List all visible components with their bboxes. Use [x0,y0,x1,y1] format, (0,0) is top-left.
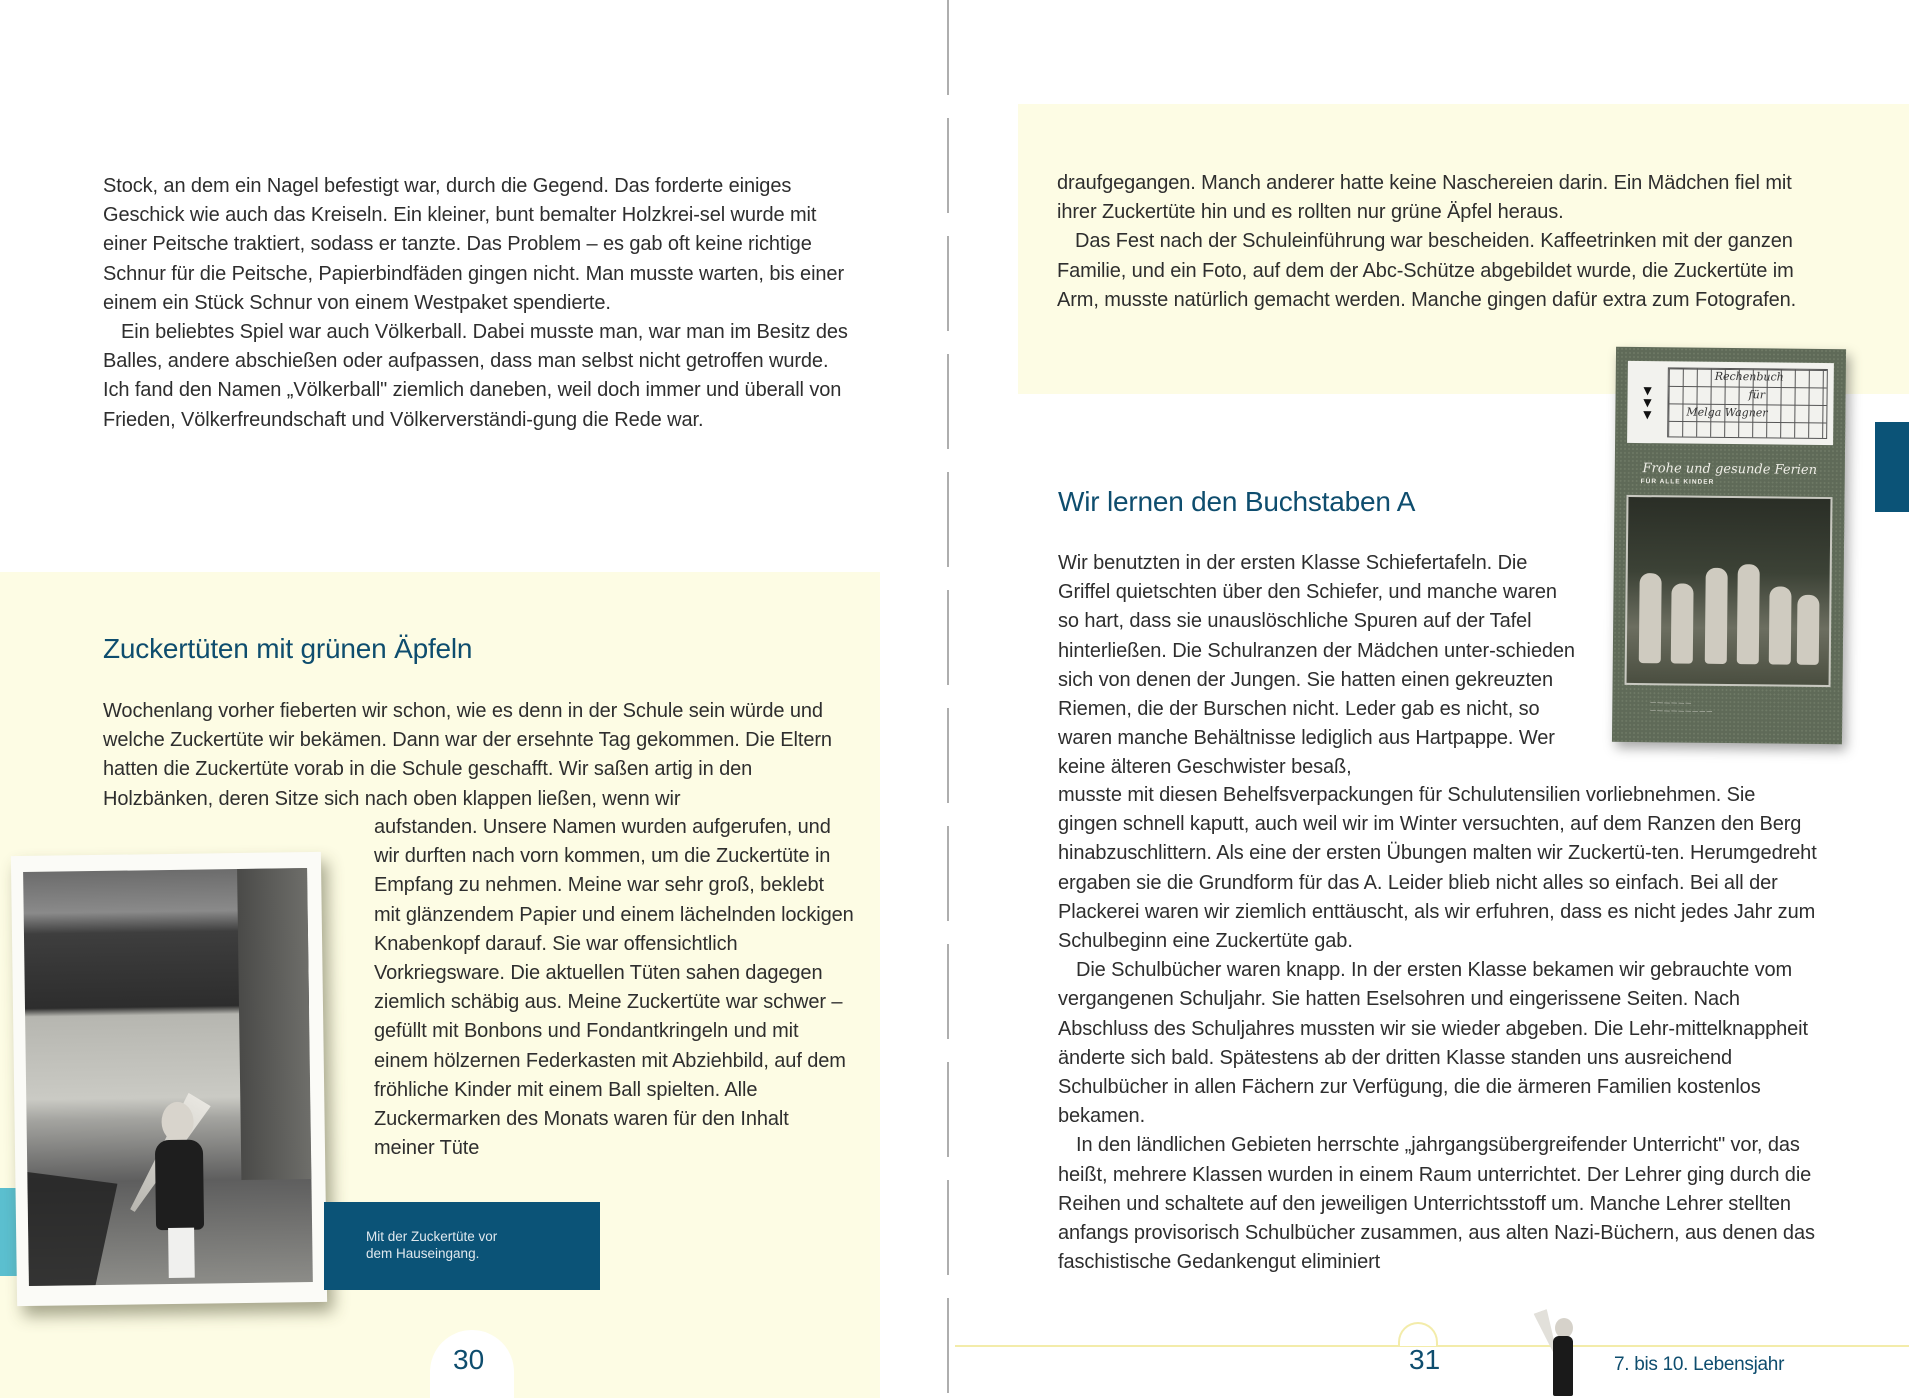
book-cover-image [1612,347,1846,744]
chapter-label: 7. bis 10. Lebensjahr [1614,1354,1785,1375]
paragraph: Wir benutzten in der ersten Klasse Schiefertafeln. Die Griffel quietschten über den Schiefer, und manche waren so hart, dass sie unauslöschliche Spuren auf der Tafel hinterließen. Die Schulranzen der Mädchen unter-schieden sich von denen der Jungen. Sie hatten einen gekreuzten Riemen, die der Burschen nicht. Leder gab es nicht, so waren manche Behältnisse lediglich aus Hartpappe. Wer keine älteren Geschwister besaß, [1058,552,1575,779]
section-intro [103,697,848,814]
caption-line: Mit der Zuckertüte vor [366,1229,498,1244]
left-top-text [103,172,848,435]
section-wrap-text [1058,549,1578,783]
page-number-tab [1398,1322,1438,1346]
paragraph: Die Schulbücher waren knapp. In der ersten Klasse bekamen wir gebrauchte vom vergangenen Schuljahr. Sie hatten Eselsohren und eingerissene Seiten. Nach Abschluss des Schuljahres mussten wir sie wieder abgeben. Die Lehr-mittelknappheit änderte sich bald. Spätestens ab der dritten Klasse standen uns ausreichend Schulbücher in allen Fächern zur Verfügung, die die ärmeren Familien kostenlos bekamen. [1058,959,1808,1128]
book-subtitle: FÜR ALLE KINDER [1640,478,1715,486]
accent-bar [1875,422,1909,512]
photo-image [23,868,313,1286]
paragraph: aufstanden. Unsere Namen wurden aufgerufen, und wir durften nach vorn kommen, um die Zuckertüte in Empfang zu nehmen. Meine war sehr groß, beklebt mit glänzendem Papier und einem lächelnden lockigen Knabenkopf darauf. Sie war offensichtlich Vorkriegsware. Die aktuellen Tüten sahen dagegen ziemlich schäbig aus. Meine Zuckertüte war schwer – gefüllt mit Bonbons und Fondantkringeln und mit einem hölzernen Federkasten mit Abziehbild, auf dem fröhliche Kinder mit einem Ball spielten. Alle Zuckermarken des Monats waren für den Inhalt meiner Tüte [374,816,854,1160]
book-footnote: — — — — — — — — — — — — — — — [1650,700,1713,715]
paragraph: In den ländlichen Gebieten herrschte „jahrgangsübergreifender Unterricht" vor, das heißt, mehrere Klassen wurden in einem Raum unterrichtet. Der Lehrer ging durch die Reihen und schaltete auf den jeweiligen Unterrichtsstoff um. Manche Lehrer stellten anfangs provisorisch Schulbücher zusammen, aus alten Nazi-Büchern, aus denen das faschistische Gedankengut eliminiert [1058,1134,1815,1274]
paragraph: Stock, an dem ein Nagel befestigt war, durch die Gegend. Das forderte einiges Geschick wie auch das Kreiseln. Ein kleiner, bunt bemalter Holzkrei-sel wurde mit einer Peitsche traktiert, sodass er tanzte. Das Problem – es gab oft keine richtige Schnur für die Peitsche, Papierbindfäden gingen nicht. Man musste warten, bis einer einem ein Stück Schnur von einem Westpaket spendierte. [103,175,845,314]
section-full-text [1058,781,1818,1277]
photo-girl-with-cone [11,852,327,1306]
page-number: 30 [453,1344,485,1375]
girl-with-cone-icon [1537,1308,1583,1398]
paragraph: draufgegangen. Manch anderer hatte keine Naschereien darin. Ein Mädchen fiel mit ihrer Zuckertüte hin und es rollten nur grüne Äpfel heraus. [1057,172,1792,224]
section-wrap-text [374,813,854,1163]
publisher-logo-icon: ▼ ▼ ▼ [1640,382,1655,423]
section-heading: Wir lernen den Buchstaben A [1058,486,1416,517]
page-number: 31 [1409,1344,1441,1375]
book-spine [947,0,949,1398]
caption-line: dem Hauseingang. [366,1246,480,1261]
paragraph: musste mit diesen Behelfsverpackungen für Schulutensilien vorliebnehmen. Sie gingen schnell kaputt, auch weil wir im Winter versuchten, auf dem Ranzen den Berg hinabzuschlittern. Als eine der ersten Übungen malten wir Zuckertü-ten. Herumgedreht ergaben sie die Grundform für das A. Leider blieb nicht alles so einfach. Bei all der Plackerei waren wir ziemlich enttäuscht, als wir erfuhren, dass es nicht jedes Jahr zum Schulbeginn eine Zuckertüte gab. [1058,784,1817,953]
paragraph: Wochenlang vorher fieberten wir schon, wie es denn in der Schule sein würde und welche Zuckertüte wir bekämen. Dann war der ersehnte Tag gekommen. Die Eltern hatten die Zuckertüte vorab in die Schule geschafft. Wir saßen artig in den Holzbänken, deren Sitze sich nach oben klappen ließen, wenn wir [103,700,832,810]
photo-caption [324,1202,600,1290]
book-label [1627,361,1834,445]
book-photo-children [1625,495,1833,687]
book-title: Frohe und gesunde Ferien [1642,461,1818,478]
right-top-text [1057,169,1817,315]
left-page [0,0,950,1398]
section-heading: Zuckertüten mit grünen Äpfeln [103,633,473,664]
paragraph: Das Fest nach der Schuleinführung war bescheiden. Kaffeetrinken mit der ganzen Familie, und ein Foto, auf dem der Abc-Schütze abgebildet wurde, die Zuckertüte im Arm, musste natürlich gemacht werden. Manche gingen dafür extra zum Fotografen. [1057,230,1797,311]
paragraph: Ein beliebtes Spiel war auch Völkerball. Dabei musste man, war man im Besitz des Balles, andere abschießen oder aufpassen, dass man selbst nicht getroffen wurde. Ich fand den Namen „Völkerball" ziemlich daneben, weil doch immer und überall von Frieden, Völkerfreundschaft und Völkerverständi-gung die Rede war. [103,321,848,431]
handwriting-grid: Rechenbuch für Melga Wagner [1667,367,1828,439]
